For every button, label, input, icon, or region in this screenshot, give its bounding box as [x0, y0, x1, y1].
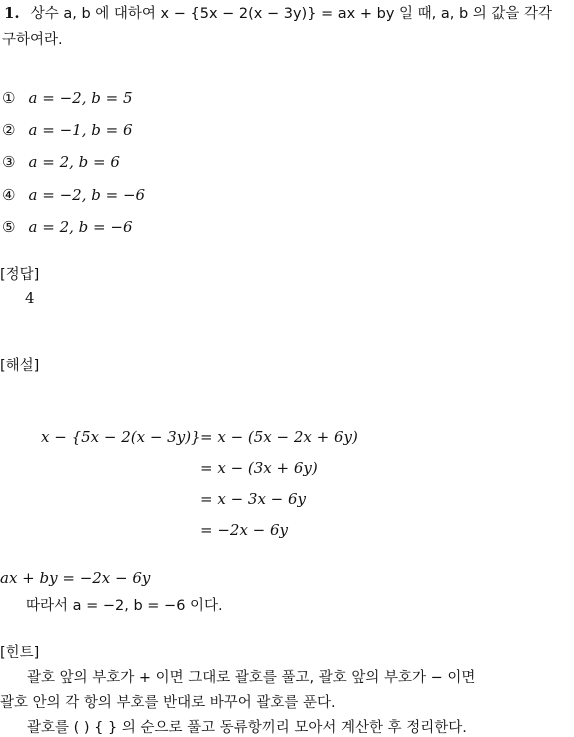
solution-step-1: = x − (5x − 2x + 6y)	[200, 428, 358, 446]
solution-step-2: = x − (3x + 6y)	[200, 459, 318, 477]
choice-5[interactable]	[2, 217, 133, 236]
solution-step-4: = −2x − 6y	[200, 521, 289, 539]
choice-mark: ③	[2, 153, 16, 171]
choice-2[interactable]	[2, 120, 133, 139]
choice-mark: ⑤	[2, 218, 16, 236]
choice-mark: ②	[2, 121, 16, 139]
choice-4[interactable]	[2, 185, 145, 204]
solution-conclusion: 따라서 a = −2, b = −6 이다.	[26, 598, 223, 614]
answer-value: 4	[25, 289, 35, 307]
choice-mark: ④	[2, 186, 16, 204]
answer-header: [정답]	[0, 267, 40, 283]
choice-text: a = 2, b = −6	[28, 218, 133, 236]
choice-1[interactable]	[2, 88, 133, 107]
question-text-line2: 구하여라.	[2, 32, 63, 48]
question-number: 1.	[4, 4, 20, 22]
choice-text: a = −2, b = −6	[28, 186, 146, 204]
hint-line1: 괄호 앞의 부호가 + 이면 그대로 괄호를 풀고, 괄호 앞의 부호가 − 이면	[27, 670, 476, 686]
choice-mark: ①	[2, 89, 16, 107]
solution-result-line: ax + by = −2x − 6y	[0, 569, 151, 587]
choice-text: a = −1, b = 6	[28, 121, 133, 139]
choice-text: a = −2, b = 5	[28, 89, 133, 107]
solution-step-3: = x − 3x − 6y	[200, 490, 307, 508]
question-text-line1: 상수 a, b 에 대하여 x − {5x − 2(x − 3y)} = ax + by 일 때, a, b 의 값을 각각	[30, 6, 553, 22]
hint-line3: 괄호를 ( ) { } 의 순으로 풀고 동류항끼리 모아서 계산한 후 정리한다.	[27, 720, 467, 736]
solution-lhs: x − {5x − 2(x − 3y)}	[41, 428, 201, 446]
solution-header: [해설]	[0, 358, 40, 374]
choice-text: a = 2, b = 6	[28, 153, 120, 171]
choice-3[interactable]	[2, 152, 120, 171]
hint-header: [힌트]	[0, 645, 40, 661]
hint-line2: 괄호 안의 각 항의 부호를 반대로 바꾸어 괄호를 푼다.	[0, 695, 336, 711]
question-block	[4, 2, 552, 23]
